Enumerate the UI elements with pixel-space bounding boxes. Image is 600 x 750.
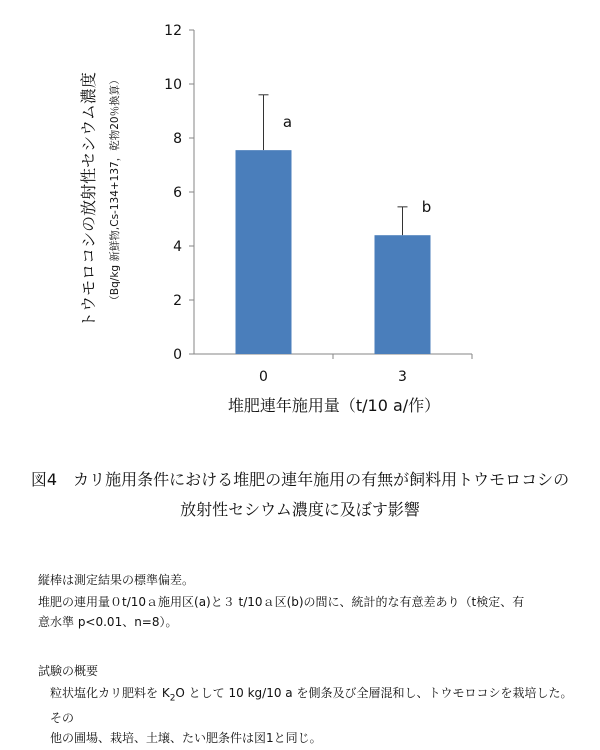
y-tick-label: 12 <box>164 23 182 39</box>
caption-line-2: 放射性セシウム濃度に及ぼす影響 <box>180 500 420 519</box>
outline-line-1-end: O として 10 kg/10 a を側条及び全層混和し、トウモロコシを栽培した。その <box>50 686 573 726</box>
x-tick-label: 3 <box>398 369 407 385</box>
y-axis-label: トウモロコシの放射性セシウム濃度 <box>79 72 98 328</box>
outline-line-1-start: 粒状塩化カリ肥料を K <box>50 686 170 700</box>
y-tick-label: 8 <box>173 131 182 147</box>
note-line-2: 堆肥の連用量０t/10ａ施用区(a)と３ t/10ａ区(b)の間に、統計的な有意差あり（t検定、有 <box>38 595 525 609</box>
bar <box>236 150 292 354</box>
y-tick-label: 4 <box>173 239 182 255</box>
significance-label: b <box>421 197 432 216</box>
note-line-1: 縦棒は測定結果の標準偏差。 <box>38 573 195 587</box>
figure-notes <box>38 570 578 632</box>
y-tick-label: 0 <box>173 347 182 363</box>
x-tick-label: 0 <box>259 369 268 385</box>
y-tick-label: 6 <box>173 185 182 201</box>
y-axis-sublabel: （Bq/kg 新鮮物,Cs-134+137，乾物20％換算） <box>109 74 121 306</box>
outline-line-2: 他の圃場、栽培、土壌、たい肥条件は図1と同じ。 <box>50 731 322 746</box>
x-axis-label: 堆肥連年施用量（t/10 a/作） <box>227 396 441 415</box>
significance-label: a <box>282 112 293 131</box>
bar <box>375 235 431 354</box>
outline-line-1-subscript: 2 <box>169 693 176 704</box>
outline-line-1 <box>38 683 578 728</box>
y-axis-title <box>79 72 98 328</box>
outline-title: 試験の概要 <box>38 664 99 678</box>
experiment-outline <box>38 661 578 748</box>
y-tick-label: 2 <box>173 293 182 309</box>
caption-line-1: 図4 カリ施用条件における堆肥の連年施用の有無が飼料用トウモロコシの <box>30 470 570 489</box>
note-line-3: 意水準 p<0.01、n=8）。 <box>38 615 178 629</box>
y-tick-label: 10 <box>164 77 182 93</box>
y-axis-subtitle <box>108 74 121 305</box>
figure-caption <box>0 468 600 522</box>
